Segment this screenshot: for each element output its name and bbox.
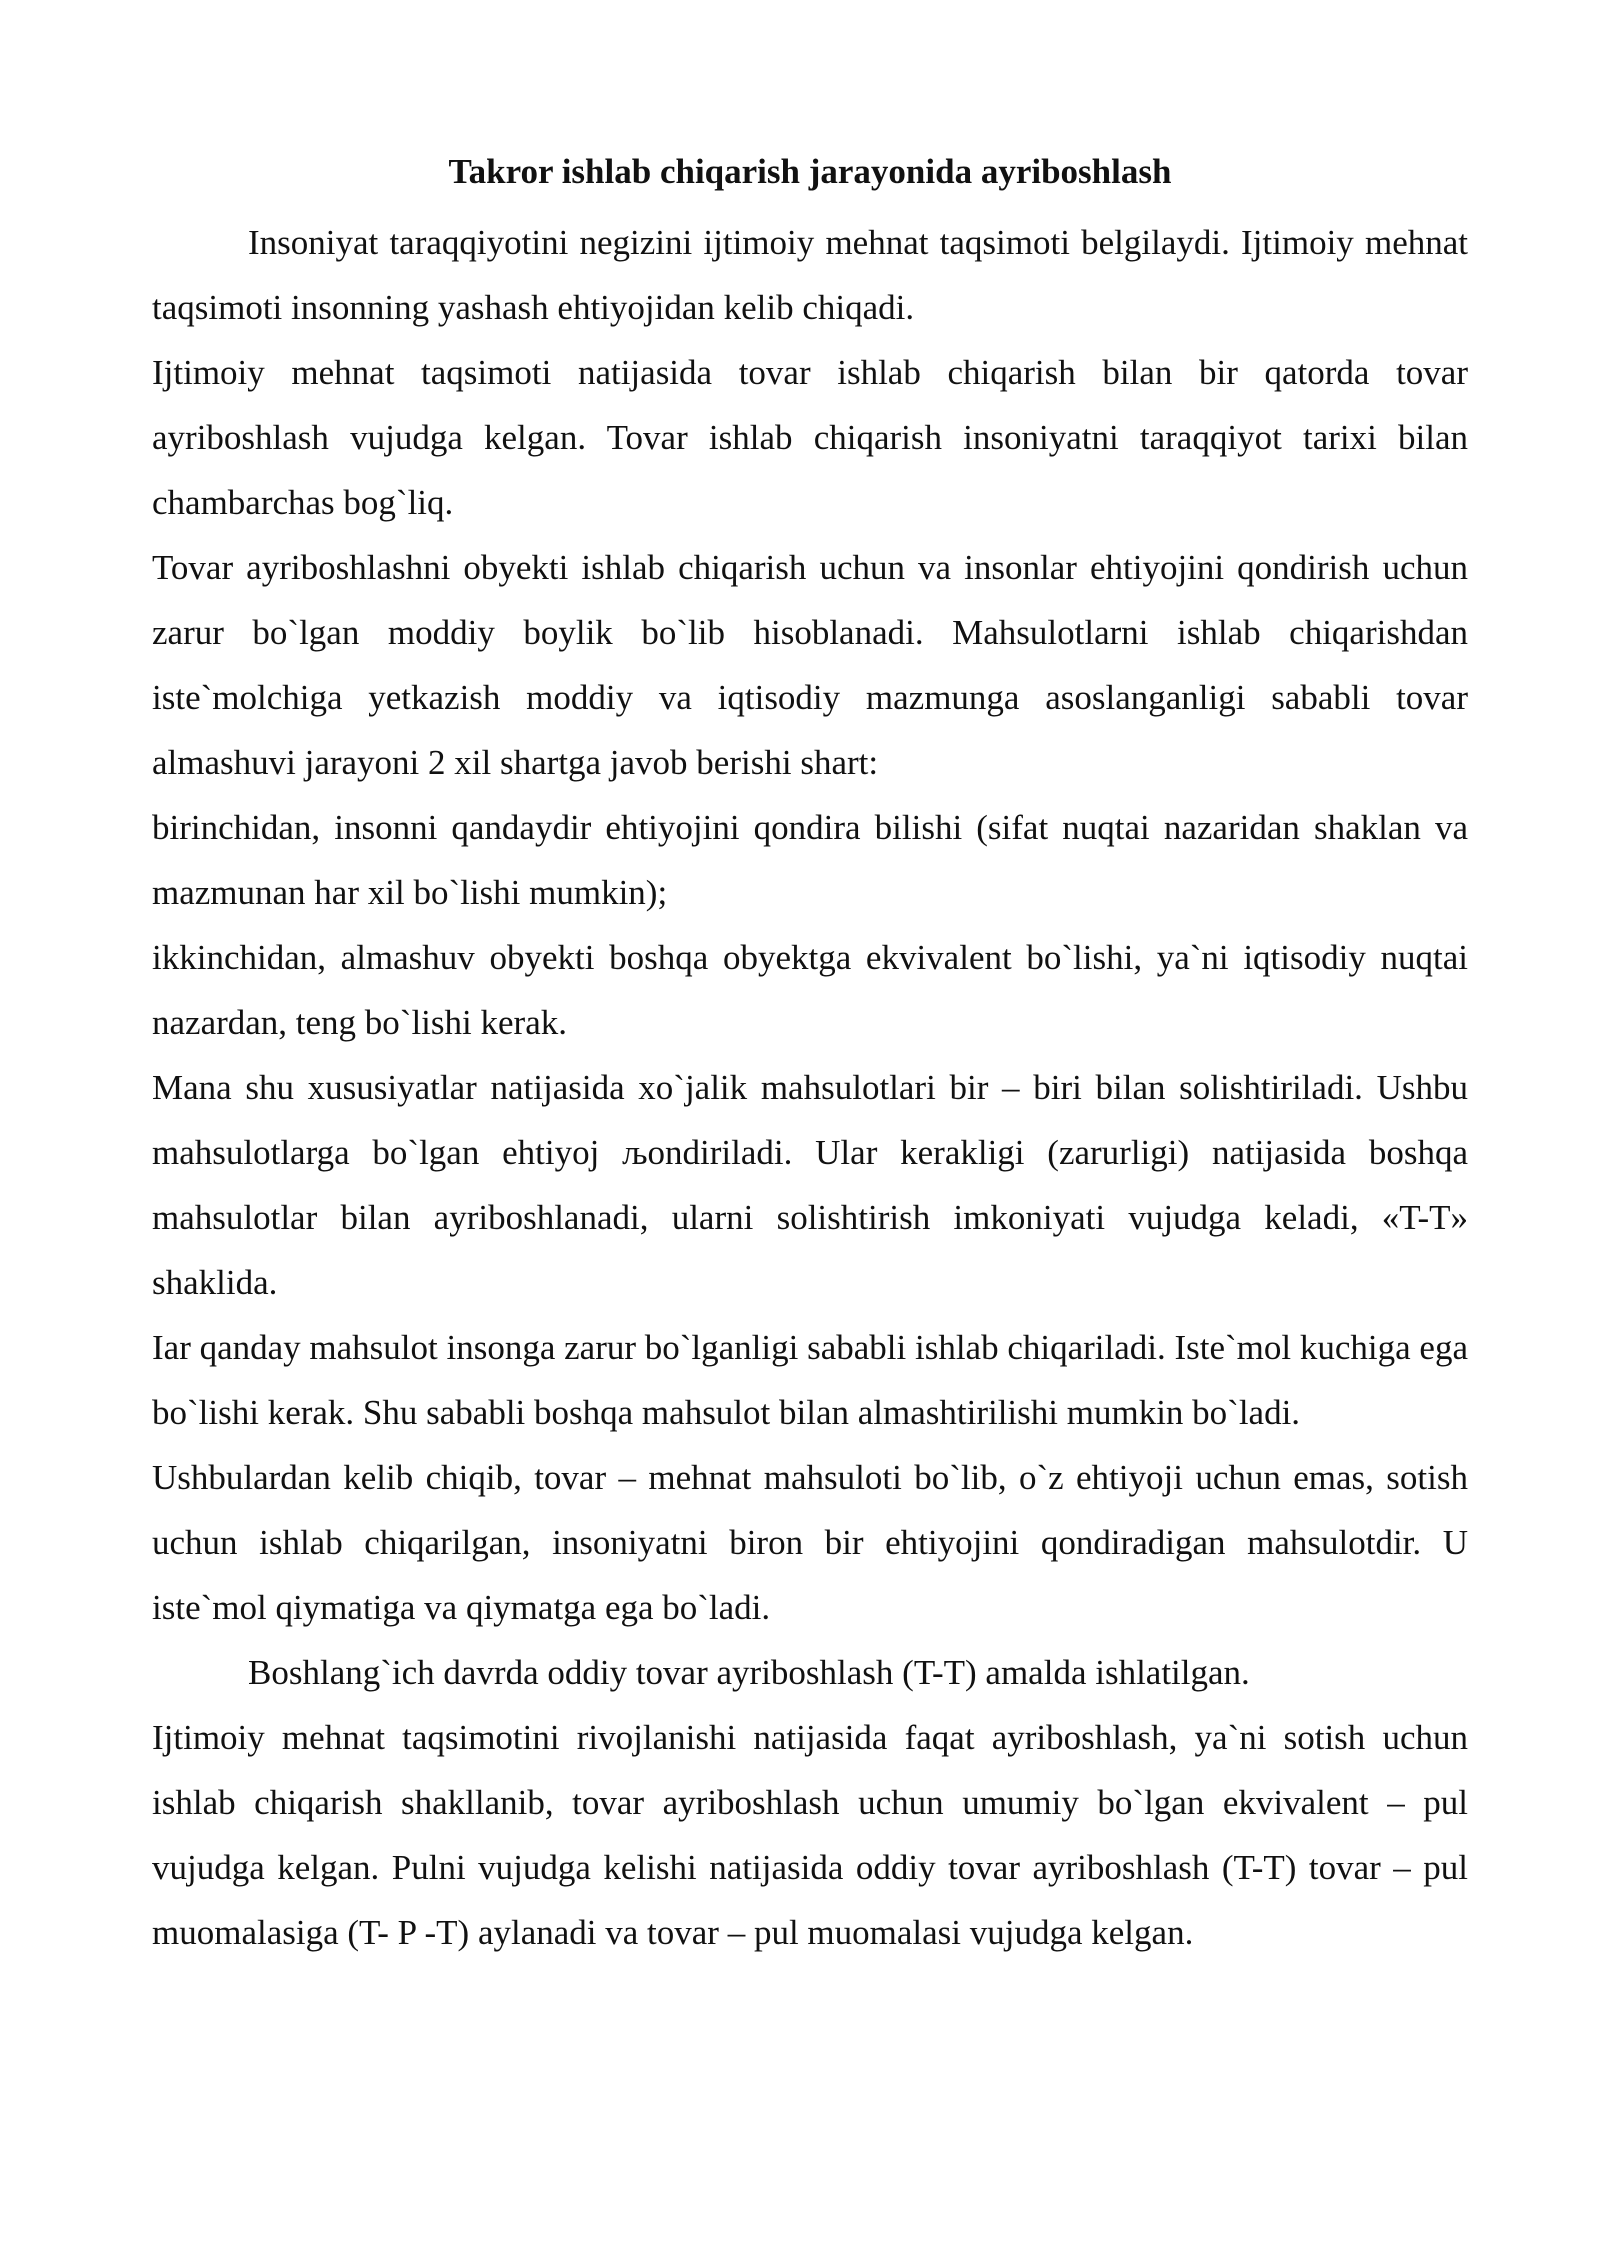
paragraph: Ijtimoiy mehnat taqsimoti natijasida tovar ishlab chiqarish bilan bir qatorda tovar ayriboshlash vujudga kelgan. Tovar ishlab chiqarish insoniyatni taraqqiyot tarixi bilan chambarchas bog`liq. <box>152 353 1468 522</box>
paragraph: Boshlang`ich davrda oddiy tovar ayriboshlash (T-T) amalda ishlatilgan. <box>248 1653 1250 1692</box>
paragraph: Iar qanday mahsulot insonga zarur bo`lganligi sababli ishlab chiqariladi. Iste`mol kuchiga ega bo`lishi kerak. Shu sababli boshqa mahsulot bilan almashtirilishi mumkin bo`ladi. <box>152 1328 1468 1432</box>
document-page <box>152 148 1468 1965</box>
paragraph: Ijtimoiy mehnat taqsimotini rivojlanishi natijasida faqat ayriboshlash, ya`ni sotish uchun ishlab chiqarish shakllanib, tovar ayriboshlash uchun umumiy bo`lgan ekvivalent – pul vujudga kelgan. Pulni vujudga kelishi natijasida oddiy tovar ayriboshlash (T-T) tovar – pul muomalasiga (T- P -T) aylanadi va tovar – pul muomalasi vujudga kelgan. <box>152 1718 1468 1952</box>
paragraph: Ushbulardan kelib chiqib, tovar – mehnat mahsuloti bo`lib, o`z ehtiyoji uchun emas, sotish uchun ishlab chiqarilgan, insoniyatni biron bir ehtiyojini qondiradigan mahsulotdir. U iste`mol qiymatiga va qiymatga ega bo`ladi. <box>152 1458 1468 1627</box>
paragraph: birinchidan, insonni qandaydir ehtiyojini qondira bilishi (sifat nuqtai nazaridan shaklan va mazmunan har xil bo`lishi mumkin); <box>152 808 1468 912</box>
paragraph: Mana shu xususiyatlar natijasida xo`jalik mahsulotlari bir – biri bilan solishtiriladi. Ushbu mahsulotlarga bo`lgan ehtiyoj љondiriladi. Ular kerakligi (zarurligi) natijasida boshqa mahsulotlar bilan ayriboshlanadi, ularni solishtirish imkoniyati vujudga keladi, «T-T» shaklida. <box>152 1068 1468 1302</box>
paragraph: Insoniyat taraqqiyotini negizini ijtimoiy mehnat taqsimoti belgilaydi. Ijtimoiy mehnat taqsimoti insonning yashash ehtiyojidan kelib chiqadi. <box>152 223 1468 327</box>
paragraph: Tovar ayriboshlashni obyekti ishlab chiqarish uchun va insonlar ehtiyojini qondirish uchun zarur bo`lgan moddiy boylik bo`lib hisoblanadi. Mahsulotlarni ishlab chiqarishdan iste`molchiga yetkazish moddiy va iqtisodiy mazmunga asoslanganligi sababli tovar almashuvi jarayoni 2 xil shartga javob berishi shart: <box>152 548 1468 782</box>
paragraph: ikkinchidan, almashuv obyekti boshqa obyektga ekvivalent bo`lishi, ya`ni iqtisodiy nuqtai nazardan, teng bo`lishi kerak. <box>152 938 1468 1042</box>
document-title: Takror ishlab chiqarish jarayonida ayriboshlash <box>448 152 1172 191</box>
